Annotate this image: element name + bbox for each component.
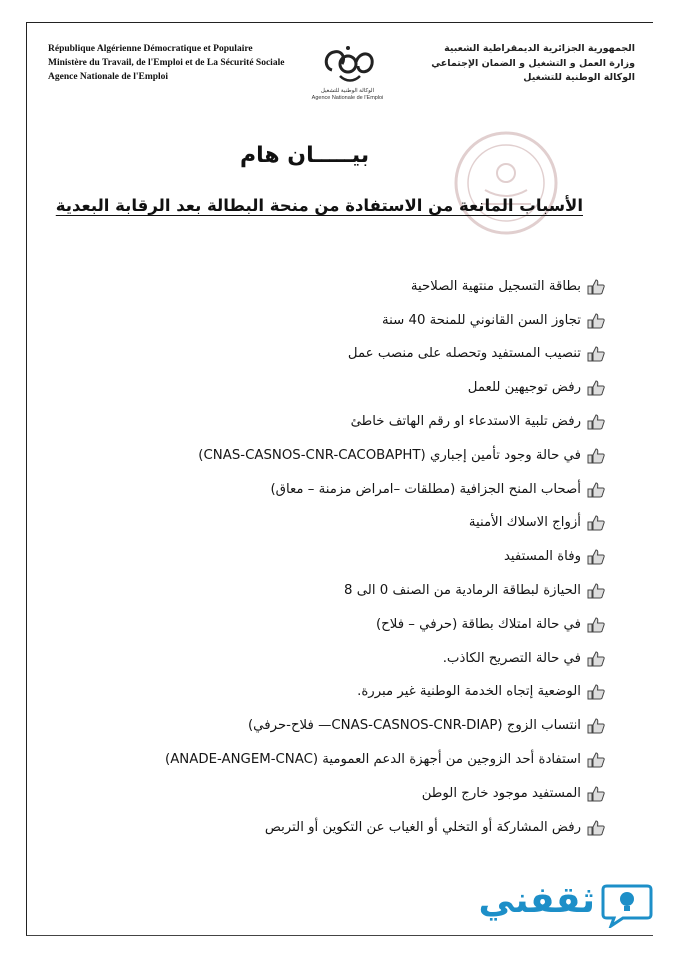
- list-item: [85, 743, 605, 777]
- thumbs-up-icon: [587, 515, 605, 531]
- watermark-text: ثقفني: [478, 880, 595, 921]
- list-item: [85, 777, 605, 811]
- watermark-logo: [457, 880, 657, 940]
- reasons-list: [85, 270, 605, 845]
- anem-logo-icon: [318, 40, 378, 88]
- header-fr-line: République Algérienne Démocratique et Populaire: [48, 44, 253, 54]
- thumbs-up-icon: [587, 279, 605, 295]
- list-item-text: في حالة امتلاك بطاقة (حرفي – فلاح): [375, 616, 581, 632]
- list-item-text: رفض المشاركة أو التخلي أو الغياب عن التكوين أو التربص: [264, 819, 581, 835]
- list-item: [85, 270, 605, 304]
- thumbs-up-icon: [587, 346, 605, 362]
- list-item-text: الحيازة لبطاقة الرمادية من الصنف 0 الى 8: [344, 583, 581, 599]
- thumbs-up-icon: [587, 786, 605, 802]
- header-ar-line: الوكالة الوطنية للتشغيل: [523, 72, 635, 83]
- thumbs-up-icon: [587, 380, 605, 396]
- header-french: [48, 42, 284, 84]
- list-item: [85, 439, 605, 473]
- thumbs-up-icon: [587, 583, 605, 599]
- list-item-text: الوضعية إتجاه الخدمة الوطنية غير مبررة.: [357, 684, 581, 700]
- list-item-text: المستفيد موجود خارج الوطن: [421, 785, 581, 801]
- thumbs-up-icon: [587, 617, 605, 633]
- list-item: [85, 540, 605, 574]
- list-item-text: انتساب الزوج (CNAS-CASNOS-CNR-DIAP— فلاح-حرفي): [247, 718, 581, 734]
- list-item-text: تنصيب المستفيد وتحصله على منصب عمل: [347, 346, 581, 362]
- thumbs-up-icon: [587, 752, 605, 768]
- list-item: [85, 642, 605, 676]
- header-ar-line: وزارة العمل و التشغيل و الضمان الإجتماعي: [431, 57, 635, 69]
- official-stamp: [445, 128, 567, 238]
- list-item-text: وفاة المستفيد: [503, 549, 581, 565]
- list-item: [85, 507, 605, 541]
- list-item: [85, 371, 605, 405]
- list-item-text: أصحاب المنح الجزافية (مطلقات –امراض مزمنة – معاق): [270, 481, 581, 497]
- header-arabic: [431, 42, 635, 86]
- thumbs-up-icon: [587, 313, 605, 329]
- document-title: بيـــــان هام: [240, 143, 370, 168]
- lightbulb-bubble-icon: [601, 882, 653, 928]
- anem-logo: [300, 40, 395, 120]
- list-item-text: في حالة وجود تأمين إجباري (CNAS-CASNOS-CNR-CACOBAPHT): [198, 447, 581, 463]
- list-item-text: تجاوز السن القانوني للمنحة 40 سنة: [382, 312, 581, 328]
- list-item: [85, 709, 605, 743]
- logo-caption-ar: الوكالة الوطنية للتشغيل: [320, 88, 375, 94]
- thumbs-up-icon: [587, 414, 605, 430]
- list-item-text: استفادة أحد الزوجين من أجهزة الدعم العمومية (ANADE-ANGEM-CNAC): [164, 752, 581, 768]
- thumbs-up-icon: [587, 651, 605, 667]
- list-item: [85, 811, 605, 845]
- header-fr-line: Agence Nationale de l'Emploi: [48, 72, 169, 82]
- list-item: [85, 574, 605, 608]
- logo-caption-fr: Agence Nationale de l'Emploi: [311, 95, 384, 101]
- list-item: [85, 676, 605, 710]
- thumbs-up-icon: [587, 684, 605, 700]
- list-item: [85, 338, 605, 372]
- list-item: [85, 473, 605, 507]
- thumbs-up-icon: [587, 549, 605, 565]
- list-item-text: أزواج الاسلاك الأمنية: [468, 515, 581, 531]
- list-item-text: رفض توجيهين للعمل: [467, 380, 581, 396]
- list-item-text: في حالة التصريح الكاذب.: [442, 650, 581, 666]
- header-ar-line: الجمهورية الجزائرية الديمقراطية الشعبية: [444, 43, 635, 54]
- list-item-text: رفض تلبية الاستدعاء او رقم الهاتف خاطئ: [350, 414, 581, 430]
- list-item: [85, 608, 605, 642]
- thumbs-up-icon: [587, 448, 605, 464]
- list-item: [85, 405, 605, 439]
- thumbs-up-icon: [587, 820, 605, 836]
- header-fr-line: Ministère du Travail, de l'Emploi et de La Sécurité Sociale: [48, 58, 285, 68]
- thumbs-up-icon: [587, 718, 605, 734]
- document-subtitle: الأسباب المانعة من الاستفادة من منحة البطالة بعد الرقابة البعدية: [55, 196, 583, 215]
- list-item-text: بطاقة التسجيل منتهية الصلاحية: [410, 278, 581, 294]
- list-item: [85, 304, 605, 338]
- thumbs-up-icon: [587, 482, 605, 498]
